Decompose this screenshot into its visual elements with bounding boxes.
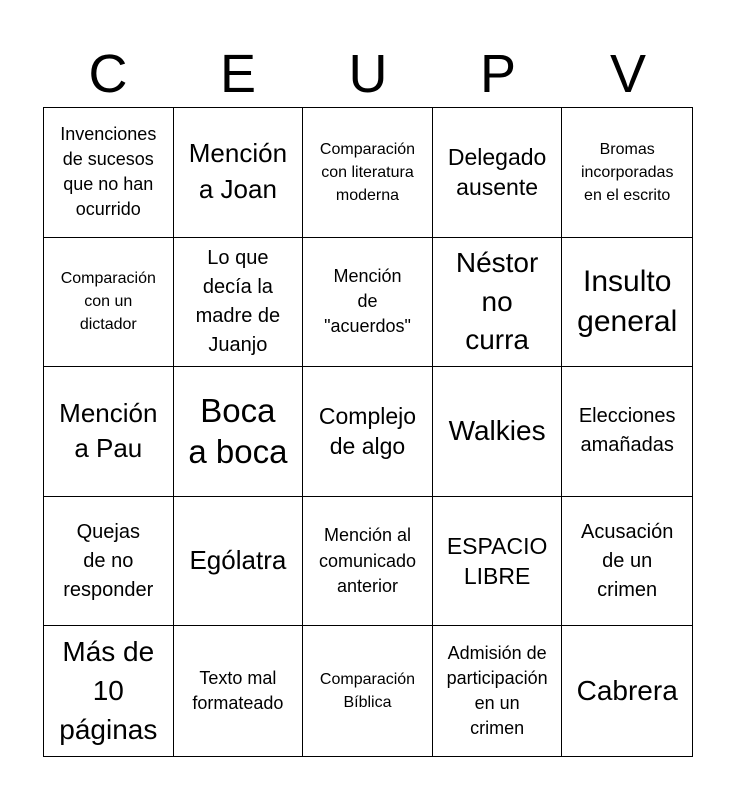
bingo-cell[interactable] [433,626,563,756]
cell-label: Admisión de participación en un crimen [446,642,548,739]
bingo-cell[interactable] [433,367,563,497]
cell-label: Invenciones de sucesos que no han ocurrido [60,123,157,220]
header-letter-c: C [88,44,128,104]
cell-label: Más de 10 páginas [59,636,158,745]
bingo-cell[interactable] [303,367,433,497]
cell-label: Cabrera [576,674,678,706]
cell-label: Lo que decía la madre de Juanjo [195,246,281,356]
bingo-cell[interactable] [174,497,304,627]
bingo-cell[interactable] [562,238,692,368]
bingo-cell[interactable] [433,108,563,238]
cell-label: Complejo de algo [318,403,417,460]
cell-label: Comparación Bíblica [319,671,416,712]
cell-label: Acusación de un crimen [581,520,674,601]
cell-label: Insulto general [577,265,678,338]
bingo-cell[interactable] [44,497,174,627]
bingo-cell[interactable] [562,367,692,497]
cell-label: ESPACIO LIBRE [446,532,548,590]
header-letter-u: U [348,44,388,104]
bingo-cell[interactable] [174,367,304,497]
cell-label: Comparación con un dictador [60,270,156,334]
bingo-cell[interactable] [44,367,174,497]
bingo-cell[interactable] [303,238,433,368]
bingo-header [43,40,693,108]
cell-label: Elecciones amañadas [578,405,676,457]
cell-label: Delegado ausente [447,143,547,201]
cell-label: Mención de "acuerdos" [324,266,411,337]
cell-label: Quejas de no responder [63,520,154,601]
cell-label: Boca a boca [188,392,288,471]
bingo-cell[interactable] [303,108,433,238]
bingo-cell[interactable] [433,497,563,627]
bingo-cell[interactable] [44,108,174,238]
cell-label: Walkies [448,415,546,447]
bingo-cell[interactable] [562,497,692,627]
cell-label: Mención a Joan [188,138,288,205]
cell-label: Bromas incorporadas en el escrito [580,140,674,204]
cell-label: Ególatra [189,545,287,576]
bingo-cell[interactable] [174,626,304,756]
bingo-cell[interactable] [174,108,304,238]
cell-label: Texto mal formateado [192,668,284,714]
bingo-cell[interactable] [562,108,692,238]
bingo-cell[interactable] [303,626,433,756]
bingo-board [43,107,693,757]
cell-label: Néstor no curra [455,246,539,356]
cell-label: Mención al comunicado anterior [318,525,417,596]
bingo-cell[interactable] [303,497,433,627]
cell-label: Mención a Pau [59,397,158,464]
bingo-cell[interactable] [44,626,174,756]
header-letter-e: E [219,44,257,104]
header-letter-v: V [609,44,647,104]
cell-label: Comparación con literatura moderna [319,140,416,204]
bingo-cell[interactable] [562,626,692,756]
header-letter-p: P [479,44,517,104]
bingo-cell[interactable] [174,238,304,368]
bingo-cell[interactable] [44,238,174,368]
bingo-cell[interactable] [433,238,563,368]
